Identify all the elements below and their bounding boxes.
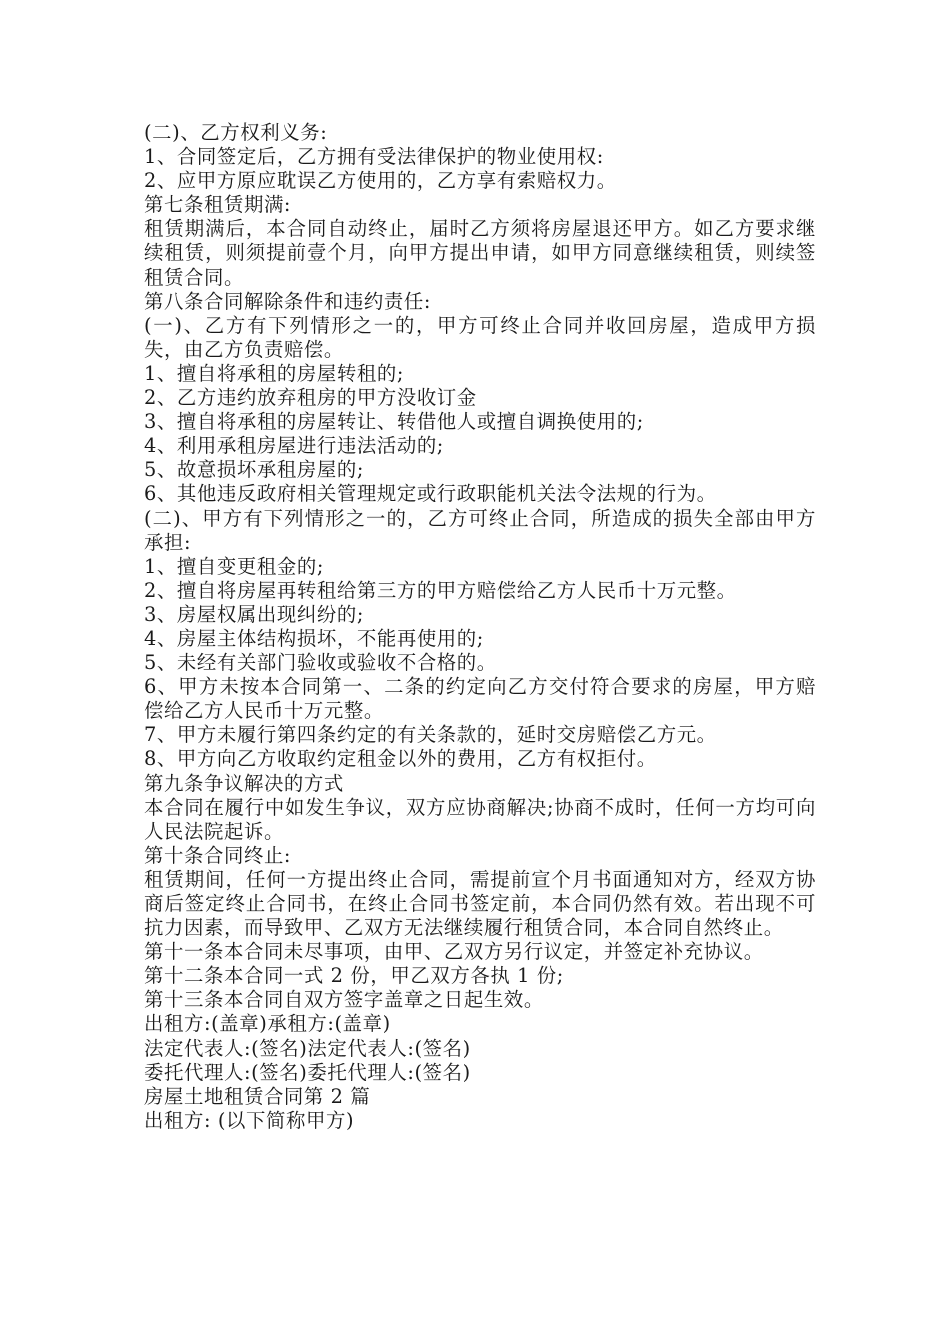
body-paragraph: 租赁期间，任何一方提出终止合同，需提前宣个月书面通知对方，经双方协商后签定终止合同书，在终止合同书签定前，本合同仍然有效。若出现不可抗力因素，而导致甲、乙双方无法继续履行租赁合同，本合同自然终止。 bbox=[144, 867, 816, 940]
body-paragraph: 本合同在履行中如发生争议，双方应协商解决;协商不成时，任何一方均可向人民法院起诉。 bbox=[144, 795, 816, 843]
signature-line-parties: 出租方:(盖章)承租方:(盖章) bbox=[144, 1012, 391, 1036]
list-item: 4、房屋主体结构损坏，不能再使用的; bbox=[144, 626, 484, 650]
list-item: 1、合同签定后，乙方拥有受法律保护的物业使用权: bbox=[144, 145, 604, 169]
signature-line-agent: 委托代理人:(签名)委托代理人:(签名) bbox=[144, 1060, 471, 1084]
document-body bbox=[144, 121, 816, 1133]
list-item: 6、甲方未按本合同第一、二条的约定向乙方交付符合要求的房屋，甲方赔偿给乙方人民币十万元整。 bbox=[144, 675, 816, 723]
list-item: 3、房屋权属出现纠纷的; bbox=[144, 602, 364, 626]
section-heading-tenant-rights: (二)、乙方权利义务: bbox=[144, 121, 328, 144]
signature-line-legal-rep: 法定代表人:(签名)法定代表人:(签名) bbox=[144, 1036, 471, 1060]
article-heading-9: 第九条争议解决的方式 bbox=[144, 771, 344, 795]
list-item: 2、应甲方原应耽误乙方使用的，乙方享有索赔权力。 bbox=[144, 169, 617, 193]
article-heading-10: 第十条合同终止: bbox=[144, 843, 292, 867]
list-item: 2、擅自将房屋再转租给第三方的甲方赔偿给乙方人民币十万元整。 bbox=[144, 578, 737, 602]
list-item: 5、故意损坏承租房屋的; bbox=[144, 458, 364, 482]
list-item: 7、甲方未履行第四条约定的有关条款的，延时交房赔偿乙方元。 bbox=[144, 723, 717, 747]
next-document-title: 房屋土地租赁合同第 2 篇 bbox=[144, 1084, 371, 1108]
list-item: 1、擅自变更租金的; bbox=[144, 554, 324, 578]
next-document-lessor: 出租方: (以下简称甲方) bbox=[144, 1108, 355, 1132]
section-heading-tenant-breach: (一)、乙方有下列情形之一的，甲方可终止合同并收回房屋，造成甲方损失，由乙方负责赔偿。 bbox=[144, 313, 816, 361]
article-heading-7: 第七条租赁期满: bbox=[144, 193, 292, 217]
list-item: 4、利用承租房屋进行违法活动的; bbox=[144, 434, 444, 458]
list-item: 1、擅自将承租的房屋转租的; bbox=[144, 361, 404, 385]
list-item: 6、其他违反政府相关管理规定或行政职能机关法令法规的行为。 bbox=[144, 482, 717, 506]
list-item: 2、乙方违约放弃租房的甲方没收订金 bbox=[144, 386, 477, 410]
list-item: 5、未经有关部门验收或验收不合格的。 bbox=[144, 651, 497, 675]
article-12: 第十二条本合同一式 2 份，甲乙双方各执 1 份; bbox=[144, 964, 564, 988]
section-heading-landlord-breach: (二)、甲方有下列情形之一的，乙方可终止合同，所造成的损失全部由甲方承担: bbox=[144, 506, 816, 554]
article-11: 第十一条本合同未尽事项，由甲、乙双方另行议定，并签定补充协议。 bbox=[144, 940, 764, 964]
body-paragraph: 租赁期满后，本合同自动终止，届时乙方须将房屋退还甲方。如乙方要求继续租赁，则须提前壹个月，向甲方提出申请，如甲方同意继续租赁，则续签租赁合同。 bbox=[144, 217, 816, 289]
article-heading-8: 第八条合同解除条件和违约责任: bbox=[144, 289, 432, 313]
list-item: 8、甲方向乙方收取约定租金以外的费用，乙方有权拒付。 bbox=[144, 747, 657, 771]
article-13: 第十三条本合同自双方签字盖章之日起生效。 bbox=[144, 988, 544, 1012]
list-item: 3、擅自将承租的房屋转让、转借他人或擅自调换使用的; bbox=[144, 410, 644, 434]
